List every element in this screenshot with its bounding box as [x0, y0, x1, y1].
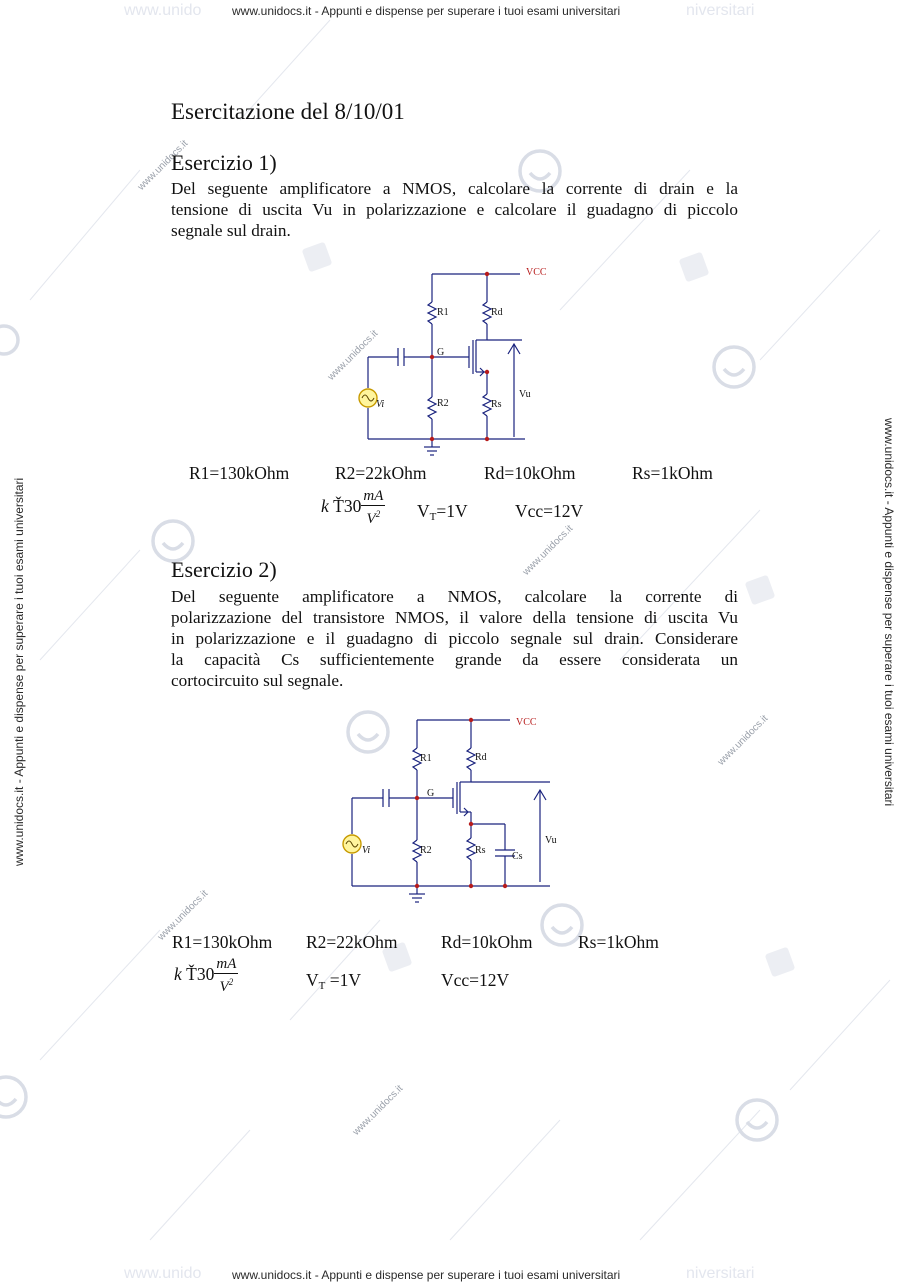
- vu-label: Vu: [519, 389, 531, 400]
- rd-label: Rd: [491, 307, 503, 318]
- param-rd: Rd=10kOhm: [441, 932, 533, 952]
- param-r1: R1=130kOhm: [172, 932, 273, 952]
- circuit-diagram-2: [335, 710, 575, 910]
- watermark-diagonal-text: www.unidocs.it: [135, 138, 191, 193]
- param-vt: $V_T =1V$: [306, 970, 362, 992]
- param-vt: $V_T=1V$: [417, 501, 468, 523]
- k-glyph: Ť: [186, 964, 197, 985]
- exercise-1-text: [171, 178, 738, 241]
- rs-label: Rs: [475, 845, 486, 856]
- text-line: Del seguente amplificatore a NMOS, calcolare la corrente di: [171, 587, 738, 606]
- circuit-diagram-1: [350, 262, 580, 467]
- k-denominator: $V^2$: [219, 977, 234, 995]
- vi-label: Vi: [362, 845, 371, 856]
- param-rs: Rs=1kOhm: [632, 463, 713, 483]
- vu-label: Vu: [545, 835, 557, 846]
- rd-label: Rd: [475, 752, 487, 763]
- text-line: segnale sul drain.: [171, 221, 291, 240]
- watermark-right: www.unidocs.it - Appunti e dispense per superare i tuoi esami universitari: [882, 418, 896, 807]
- k-value: 30: [196, 964, 215, 985]
- r2-label: R2: [437, 398, 449, 409]
- exercise-2-heading: Esercizio 2): [171, 557, 277, 582]
- k-fraction: [361, 488, 385, 528]
- rs-label: Rs: [491, 399, 502, 410]
- exercise-2-text: [171, 586, 738, 691]
- watermark-top: www.unidocs.it - Appunti e dispense per superare i tuoi esami universitari: [232, 4, 621, 18]
- k-fraction: [214, 956, 238, 996]
- k-symbol: k: [174, 964, 182, 985]
- r1-label: R1: [437, 307, 449, 318]
- vi-label: Vi: [376, 399, 385, 410]
- param-r2: R2=22kOhm: [306, 932, 398, 952]
- param-r1: R1=130kOhm: [189, 463, 290, 483]
- watermark-diagonal-text: www.unidocs.it: [155, 888, 211, 943]
- watermark-top-faint-left: www.unido: [124, 2, 202, 19]
- text-line: Del seguente amplificatore a NMOS, calcolare la corrente di drain e la: [171, 179, 738, 198]
- watermark-diagonal-text: www.unidocs.it: [715, 713, 771, 768]
- watermark-top-faint-right: niversitari: [686, 2, 755, 19]
- param-k: [321, 488, 385, 528]
- k-glyph: Ť: [333, 496, 344, 517]
- k-symbol: k: [321, 496, 329, 517]
- text-line: la capacità Cs sufficientemente grande da essere considerata un: [171, 650, 738, 669]
- text-line: polarizzazione del transistore NMOS, il valore della tensione di uscita Vu: [171, 608, 738, 627]
- watermark-bottom-faint-right: niversitari: [686, 1265, 755, 1282]
- text-line: tensione di uscita Vu in polarizzazione e calcolare il guadagno di piccolo: [171, 200, 738, 219]
- param-rs: Rs=1kOhm: [578, 932, 659, 952]
- watermark-diagonal-text: www.unidocs.it: [350, 1083, 406, 1138]
- param-vcc: Vcc=12V: [441, 970, 510, 990]
- watermark-diagonal-text: www.unidocs.it: [520, 523, 576, 578]
- r2-label: R2: [420, 845, 432, 856]
- gate-label: G: [427, 788, 435, 799]
- vcc-label: VCC: [516, 717, 537, 728]
- text-line: cortocircuito sul segnale.: [171, 671, 344, 690]
- exercise-1-heading: Esercizio 1): [171, 150, 277, 175]
- text-line: in polarizzazione e il guadagno di piccolo segnale sul drain. Considerare: [171, 629, 738, 648]
- param-r2: R2=22kOhm: [335, 463, 427, 483]
- k-denominator: $V^2$: [366, 509, 381, 527]
- watermark-diagonal-text: www.unidocs.it: [325, 328, 381, 383]
- param-k: [174, 956, 238, 996]
- cs-label: Cs: [512, 851, 523, 862]
- param-rd: Rd=10kOhm: [484, 463, 576, 483]
- watermark-bottom: www.unidocs.it - Appunti e dispense per superare i tuoi esami universitari: [232, 1268, 621, 1282]
- k-value: 30: [343, 496, 362, 517]
- r1-label: R1: [420, 753, 432, 764]
- watermark-left: www.unidocs.it - Appunti e dispense per superare i tuoi esami universitari: [12, 477, 26, 866]
- gate-label: G: [437, 347, 445, 358]
- k-numerator: mA: [216, 956, 237, 972]
- watermark-bottom-faint-left: www.unido: [124, 1265, 202, 1282]
- vcc-label: VCC: [526, 267, 547, 278]
- k-numerator: mA: [363, 488, 384, 504]
- param-vcc: Vcc=12V: [515, 501, 584, 521]
- page-title: Esercitazione del 8/10/01: [171, 99, 405, 124]
